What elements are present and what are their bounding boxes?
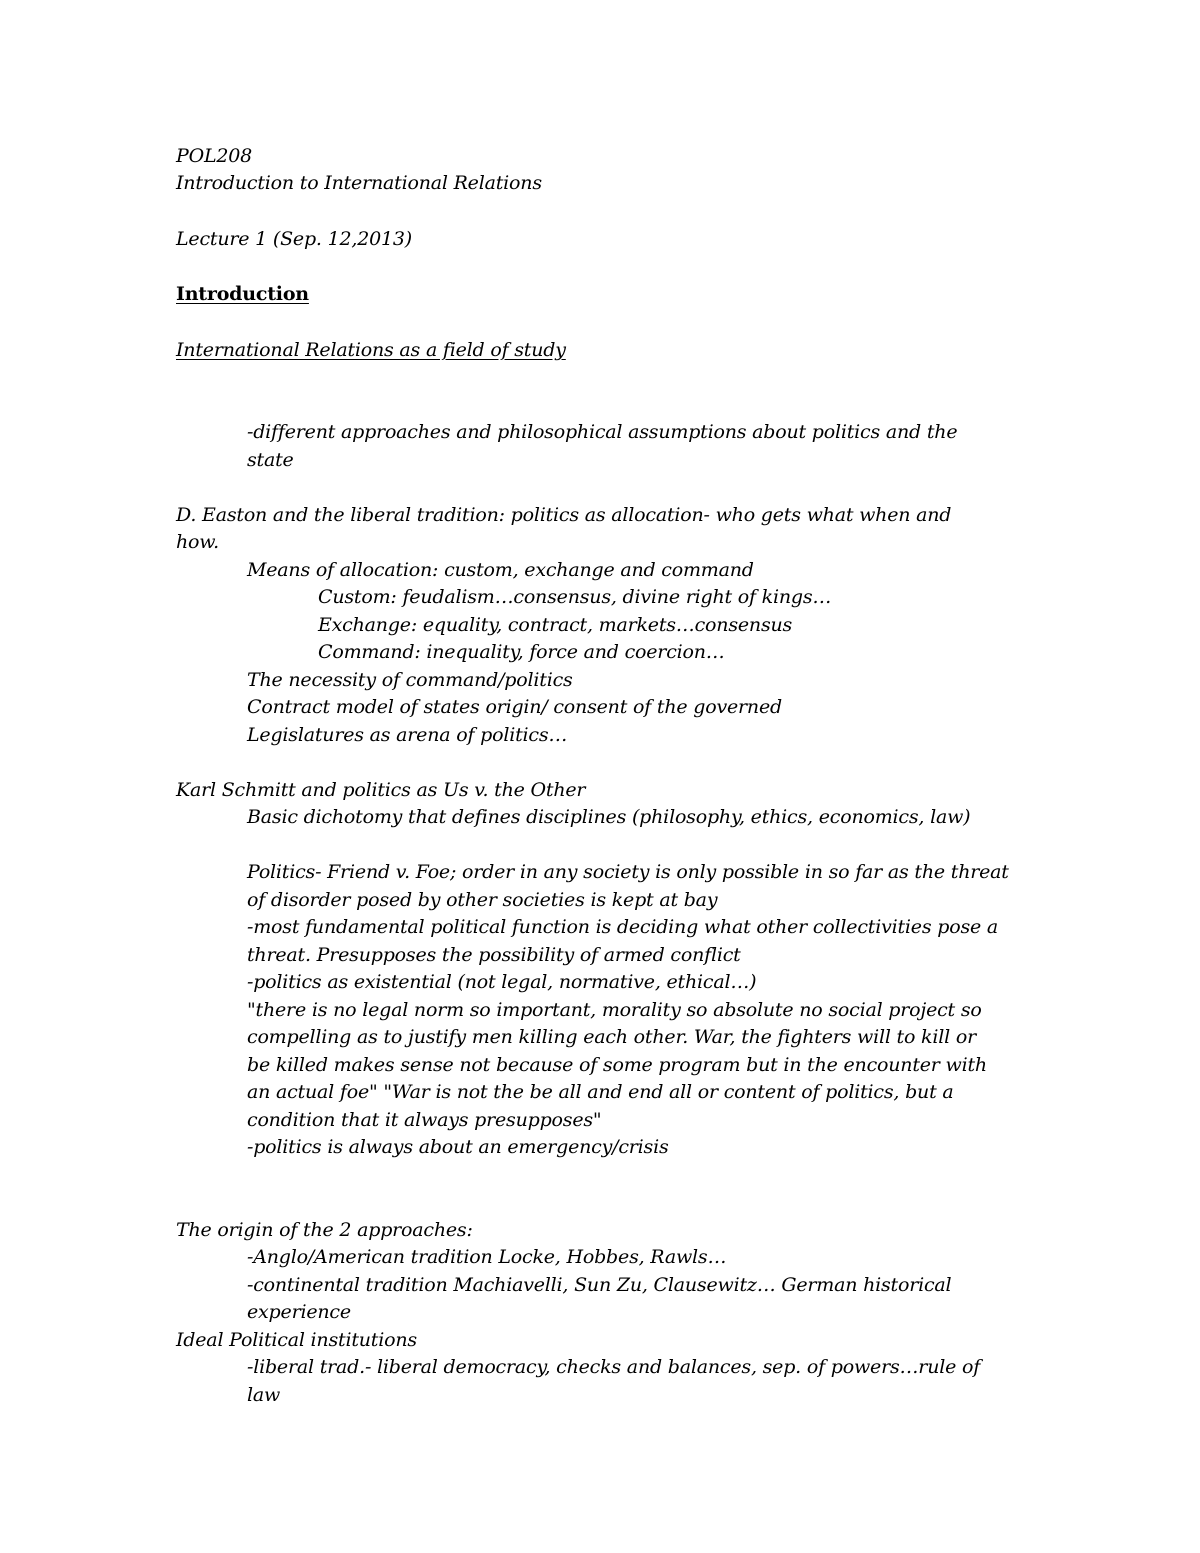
quote-line: be killed makes sense not because of some program but in the encounter with [247, 1054, 987, 1076]
body-line: of disorder posed by other societies is kept at bay [247, 889, 718, 911]
body-line: Karl Schmitt and politics as Us v. the Other [176, 779, 586, 801]
quote-line: "there is no legal norm so important, morality so absolute no social project so [247, 999, 982, 1021]
body-line: Legislatures as arena of politics… [247, 724, 568, 746]
quote-line: an actual foe" "War is not the be all and end all or content of politics, but a [247, 1081, 954, 1103]
body-line: -liberal trad.- liberal democracy, checks and balances, sep. of powers…rule of [247, 1356, 981, 1378]
course-code: POL208 [176, 145, 253, 167]
body-line: Command: inequality, force and coercion… [318, 641, 725, 663]
section-heading: Introduction [176, 283, 309, 305]
body-line: D. Easton and the liberal tradition: politics as allocation- who gets what when and [176, 504, 952, 526]
section-subheading: International Relations as a field of study [176, 339, 566, 361]
quote-line: compelling as to justify men killing each other. War, the fighters will to kill or [247, 1026, 976, 1048]
course-title: Introduction to International Relations [176, 172, 542, 194]
body-line: Means of allocation: custom, exchange and command [247, 559, 754, 581]
body-line: how. [176, 531, 219, 553]
body-line: threat. Presupposes the possibility of armed conflict [247, 944, 741, 966]
body-line: Contract model of states origin/ consent of the governed [247, 696, 782, 718]
body-line: Ideal Political institutions [176, 1329, 417, 1351]
body-line: Custom: feudalism…consensus, divine right of kings… [318, 586, 832, 608]
body-line: Politics- Friend v. Foe; order in any society is only possible in so far as the threat [247, 861, 1009, 883]
body-line: Exchange: equality, contract, markets…consensus [318, 614, 793, 636]
body-line: state [247, 449, 294, 471]
lecture-date: Lecture 1 (Sep. 12,2013) [176, 228, 412, 250]
body-line: -politics is always about an emergency/crisis [247, 1136, 669, 1158]
body-line: -most fundamental political function is deciding what other collectivities pose a [247, 916, 998, 938]
body-line: The necessity of command/politics [247, 669, 573, 691]
body-line: The origin of the 2 approaches: [176, 1219, 473, 1241]
body-line: -different approaches and philosophical assumptions about politics and the [247, 421, 958, 443]
body-line: -Anglo/American tradition Locke, Hobbes, Rawls… [247, 1246, 727, 1268]
quote-line: condition that it always presupposes" [247, 1109, 602, 1131]
body-line: law [247, 1384, 281, 1406]
body-line: -politics as existential (not legal, normative, ethical…) [247, 971, 757, 993]
body-line: Basic dichotomy that defines disciplines (philosophy, ethics, economics, law) [247, 806, 971, 828]
body-line: -continental tradition Machiavelli, Sun Zu, Clausewitz… German historical [247, 1274, 952, 1296]
body-line: experience [247, 1301, 351, 1323]
